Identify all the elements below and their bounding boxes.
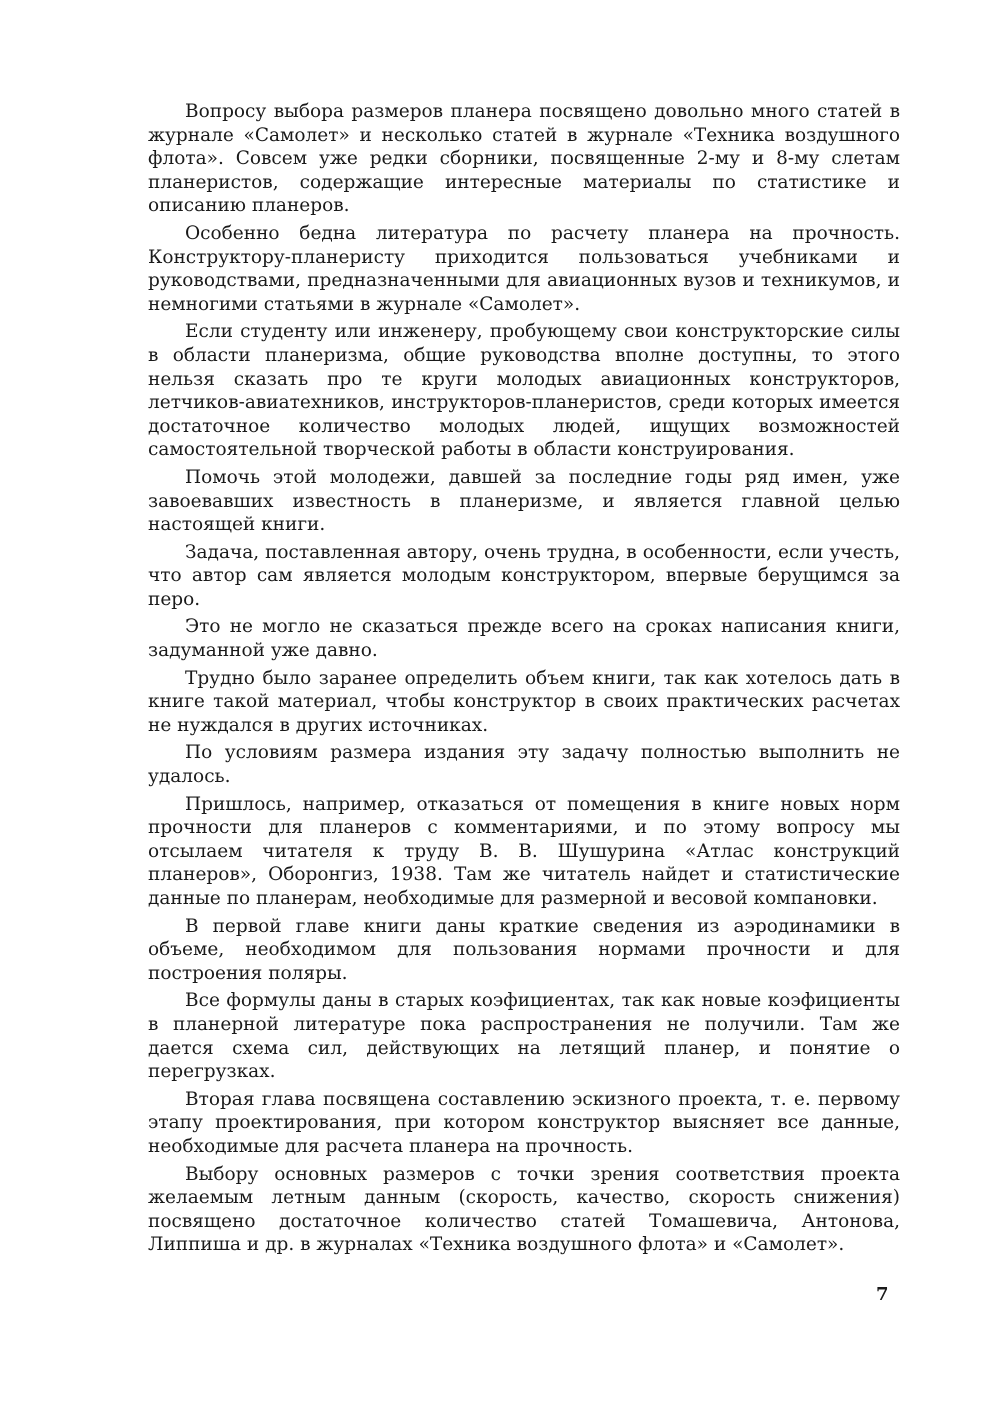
paragraph-11: Все формулы даны в старых коэфициентах, так как новые коэфициенты в планерной литературе пока распространения не получили. Там же дается схема сил, действующих на летящий планер, и понятие о перегрузках. — [148, 990, 900, 1083]
paragraph-13: Выбору основных размеров с точки зрения соответствия проекта желаемым летным данным (скорость, качество, скорость снижения) посвящено достаточное количество статей Томашевича, Антонова, Липпиша и др. в журналах «Техника воздушного флота» и «Самолет». — [148, 1163, 900, 1256]
paragraph-3: Если студенту или инженеру, пробующему свои конструкторские силы в области планеризма, общие руководства вполне доступны, то этого нельзя сказать про те круги молодых авиационных конструкторов, летчиков-авиатехников, инструкторов-планеристов, среди которых имеется достаточное количество молодых людей, ищущих возможностей самостоятельной творческой работы в области конструирования. — [148, 321, 900, 461]
paragraph-9: Пришлось, например, отказаться от помещения в книге новых норм прочности для планеров с комментариями, и по этому вопросу мы отсылаем читателя к труду В. В. Шушурина «Атлас конструкций планеров», Оборонгиз, 1938. Там же читатель найдет и статистические данные по планерам, необходимые для размерной и весовой компановки. — [148, 793, 900, 909]
paragraph-6: Это не могло не сказаться прежде всего на сроках написания книги, задуманной уже давно. — [148, 616, 900, 662]
paragraph-7: Трудно было заранее определить объем книги, так как хотелось дать в книге такой материал, чтобы конструктор в своих практических расчетах не нуждался в других источниках. — [148, 667, 900, 736]
body-text — [148, 100, 900, 1261]
paragraph-1: Вопросу выбора размеров планера посвящено довольно много статей в журнале «Самолет» и несколько статей в журнале «Техника воздушного флота». Совсем уже редки сборники, посвященные 2-му и 8-му слетам планеристов, содержащие интересные материалы по статистике и описанию планеров. — [148, 101, 900, 217]
paragraph-2: Особенно бедна литература по расчету планера на прочность. Конструктору-планеристу приходится пользоваться учебниками и руководствами, предназначенными для авиационных вузов и техникумов, и немногими статьями в журнале «Самолет». — [148, 222, 900, 315]
paragraph-8: По условиям размера издания эту задачу полностью выполнить не удалось. — [148, 742, 900, 788]
paragraph-4: Помочь этой молодежи, давшей за последние годы ряд имен, уже завоевавших известность в планеризме, и является главной целью настоящей книги. — [148, 466, 900, 536]
page-number: 7 — [876, 1284, 889, 1305]
paragraph-12: Вторая глава посвящена составлению эскизного проекта, т. е. первому этапу проектирования, при котором конструктор выясняет все данные, необходимые для расчета планера на прочность. — [148, 1088, 900, 1157]
paragraph-5: Задача, поставленная автору, очень трудна, в особенности, если учесть, что автор сам является молодым конструктором, впервые берущимся за перо. — [148, 541, 900, 610]
paragraph-10: В первой главе книги даны краткие сведения из аэродинамики в объеме, необходимом для пользования нормами прочности и для построения поляры. — [148, 915, 900, 984]
